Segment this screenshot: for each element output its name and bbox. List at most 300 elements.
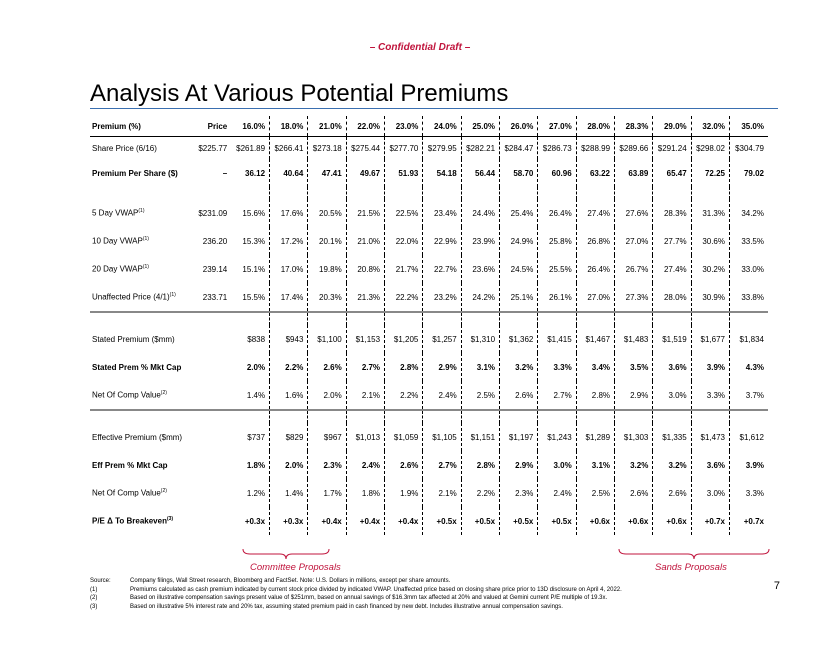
row-value: 20.1% bbox=[308, 227, 346, 255]
row-value: 4.3% bbox=[745, 362, 764, 372]
row-value: $1,303 bbox=[615, 423, 653, 451]
row-value: 2.1% bbox=[423, 479, 461, 507]
spacer-cell bbox=[231, 187, 269, 199]
spacer-cell bbox=[691, 187, 729, 199]
row-value: 15.5% bbox=[231, 283, 269, 312]
header-premium: 22.0% bbox=[346, 116, 384, 137]
row-value: 24.9% bbox=[500, 227, 538, 255]
row-value: 2.7% bbox=[423, 451, 461, 479]
row-value: $298.02 bbox=[691, 137, 729, 160]
confidential-draft-label: – Confidential Draft – bbox=[369, 42, 471, 53]
committee-proposals-label: Committee Proposals bbox=[250, 562, 341, 573]
row-value: 1.6% bbox=[270, 381, 308, 410]
header-premium: 32.0% bbox=[691, 116, 729, 137]
row-value: $1,310 bbox=[461, 325, 499, 353]
row-value: $273.18 bbox=[308, 137, 346, 160]
footnote-marker: (2) bbox=[160, 390, 167, 397]
row-value: $1,100 bbox=[308, 325, 346, 353]
row-label-text: 10 Day VWAP bbox=[92, 236, 143, 246]
spacer-cell bbox=[653, 187, 691, 199]
footnote-marker: (1) bbox=[169, 292, 176, 299]
row-label-text: 5 Day VWAP bbox=[92, 208, 139, 218]
row-value: 17.4% bbox=[270, 283, 308, 312]
row-price bbox=[191, 353, 231, 381]
spacer-cell bbox=[730, 187, 769, 199]
header-premium: 27.0% bbox=[538, 116, 576, 137]
row-value: 26.4% bbox=[576, 255, 614, 283]
spacer-cell bbox=[346, 410, 384, 423]
row-value: $1,467 bbox=[576, 325, 614, 353]
row-value: 17.2% bbox=[270, 227, 308, 255]
spacer-cell bbox=[500, 187, 538, 199]
spacer-cell bbox=[461, 187, 499, 199]
row-value: 54.18 bbox=[423, 159, 461, 187]
sands-proposals-label: Sands Proposals bbox=[655, 562, 727, 573]
row-value: 3.1% bbox=[576, 451, 614, 479]
row-value: 1.8% bbox=[346, 479, 384, 507]
sands-brace bbox=[618, 548, 770, 560]
row-value: 2.5% bbox=[576, 479, 614, 507]
row-value: 2.8% bbox=[385, 353, 423, 381]
row-value: 1.4% bbox=[270, 479, 308, 507]
row-label bbox=[90, 137, 191, 160]
row-value: $1,612 bbox=[739, 432, 764, 442]
header-premium: 25.0% bbox=[461, 116, 499, 137]
row-value: 22.7% bbox=[423, 255, 461, 283]
row-value: 63.89 bbox=[615, 159, 653, 187]
row-value: 2.6% bbox=[653, 479, 691, 507]
premium-analysis-table bbox=[90, 116, 768, 535]
row-value: 1.7% bbox=[308, 479, 346, 507]
row-value: +0.6x bbox=[653, 507, 691, 535]
table-row bbox=[90, 283, 768, 312]
row-price: $231.09 bbox=[198, 208, 228, 218]
row-price: 236.20 bbox=[202, 236, 228, 246]
spacer-cell bbox=[270, 410, 308, 423]
table-row bbox=[90, 507, 768, 535]
spacer-cell bbox=[191, 410, 231, 423]
spacer-cell bbox=[423, 187, 461, 199]
row-value: +0.4x bbox=[346, 507, 384, 535]
row-value: 20.3% bbox=[308, 283, 346, 312]
row-value: 3.2% bbox=[500, 353, 538, 381]
spacer-cell bbox=[346, 187, 384, 199]
row-price bbox=[191, 451, 231, 479]
row-value: 2.7% bbox=[346, 353, 384, 381]
row-value: $1,105 bbox=[423, 423, 461, 451]
row-value: 2.1% bbox=[346, 381, 384, 410]
row-value: $1,289 bbox=[576, 423, 614, 451]
row-value: $284.47 bbox=[500, 137, 538, 160]
row-price bbox=[191, 507, 231, 535]
row-value: +0.3x bbox=[231, 507, 269, 535]
table-row bbox=[90, 353, 768, 381]
table-row bbox=[90, 423, 768, 451]
row-value: 33.8% bbox=[741, 292, 764, 302]
footnote-2: (2) Based on illustrative compensation savings present value of $251mm, based on annual savings of $16.3mm tax affected at 20% and valued at Gemini current P/E multiple of 19.3x. bbox=[90, 595, 608, 601]
row-value: 2.8% bbox=[576, 381, 614, 410]
row-value: $1,197 bbox=[500, 423, 538, 451]
row-price: 233.71 bbox=[202, 292, 228, 302]
row-value: 3.0% bbox=[538, 451, 576, 479]
row-value: 22.9% bbox=[423, 227, 461, 255]
row-value: $967 bbox=[308, 423, 346, 451]
row-value: 31.3% bbox=[691, 199, 729, 227]
row-value: 28.3% bbox=[653, 199, 691, 227]
row-value: 2.7% bbox=[538, 381, 576, 410]
row-value: $1,013 bbox=[346, 423, 384, 451]
row-value: 3.9% bbox=[691, 353, 729, 381]
spacer-row bbox=[90, 187, 768, 199]
row-value: 3.9% bbox=[745, 460, 764, 470]
row-value: $279.95 bbox=[423, 137, 461, 160]
row-label-text: P/E Δ To Breakeven bbox=[92, 516, 167, 526]
row-value: $304.79 bbox=[735, 143, 764, 153]
footnote-marker: (1) bbox=[142, 236, 149, 243]
row-value: +0.5x bbox=[461, 507, 499, 535]
header-row bbox=[90, 116, 768, 137]
spacer-cell bbox=[615, 410, 653, 423]
header-premium: 16.0% bbox=[231, 116, 269, 137]
spacer-cell bbox=[231, 312, 269, 325]
spacer-cell bbox=[90, 410, 191, 423]
row-label bbox=[90, 353, 191, 381]
row-value: $943 bbox=[270, 325, 308, 353]
spacer-cell bbox=[730, 410, 769, 423]
row-label bbox=[90, 507, 191, 535]
footnote-marker: (1) bbox=[142, 264, 149, 271]
row-price bbox=[191, 381, 231, 410]
row-value: $289.66 bbox=[615, 137, 653, 160]
row-value: 2.2% bbox=[270, 353, 308, 381]
spacer-cell bbox=[308, 410, 346, 423]
row-value: 26.7% bbox=[615, 255, 653, 283]
row-value: 3.6% bbox=[653, 353, 691, 381]
row-label-text: Unaffected Price (4/1) bbox=[92, 292, 170, 302]
row-value: $291.24 bbox=[653, 137, 691, 160]
row-value: 27.7% bbox=[653, 227, 691, 255]
row-value: 60.96 bbox=[538, 159, 576, 187]
row-value: $1,362 bbox=[500, 325, 538, 353]
page-title: Analysis At Various Potential Premiums bbox=[90, 80, 509, 107]
row-value: 20.8% bbox=[346, 255, 384, 283]
row-label bbox=[90, 283, 191, 312]
row-value: $1,257 bbox=[423, 325, 461, 353]
row-value: 2.0% bbox=[270, 451, 308, 479]
row-value: $1,243 bbox=[538, 423, 576, 451]
row-price bbox=[191, 325, 231, 353]
spacer-cell bbox=[308, 312, 346, 325]
row-value: 22.5% bbox=[385, 199, 423, 227]
row-value: 36.12 bbox=[231, 159, 269, 187]
row-value: 47.41 bbox=[308, 159, 346, 187]
row-value: 24.5% bbox=[500, 255, 538, 283]
row-label bbox=[90, 227, 191, 255]
row-value: +0.5x bbox=[423, 507, 461, 535]
row-value: +0.7x bbox=[691, 507, 729, 535]
row-value: 27.4% bbox=[653, 255, 691, 283]
row-value: 2.8% bbox=[461, 451, 499, 479]
row-value: 3.0% bbox=[691, 479, 729, 507]
row-value: 2.9% bbox=[423, 353, 461, 381]
row-value: $275.44 bbox=[346, 137, 384, 160]
row-value: 2.0% bbox=[231, 353, 269, 381]
spacer-cell bbox=[538, 312, 576, 325]
row-value: 21.3% bbox=[346, 283, 384, 312]
row-value: $286.73 bbox=[538, 137, 576, 160]
row-value: $1,151 bbox=[461, 423, 499, 451]
row-value: 17.6% bbox=[270, 199, 308, 227]
spacer-cell bbox=[691, 410, 729, 423]
header-label: Premium (%) bbox=[90, 116, 191, 137]
spacer-cell bbox=[653, 410, 691, 423]
row-value: 1.9% bbox=[385, 479, 423, 507]
row-value: 25.8% bbox=[538, 227, 576, 255]
row-label-text: 20 Day VWAP bbox=[92, 264, 143, 274]
spacer-cell bbox=[653, 312, 691, 325]
footnote-marker: (3) bbox=[166, 516, 174, 523]
spacer-cell bbox=[423, 410, 461, 423]
row-value: 33.0% bbox=[741, 264, 764, 274]
row-value: 65.47 bbox=[653, 159, 691, 187]
row-label-text: Net Of Comp Value bbox=[92, 390, 161, 400]
spacer-cell bbox=[191, 312, 231, 325]
row-value: $737 bbox=[231, 423, 269, 451]
row-value: 3.1% bbox=[461, 353, 499, 381]
row-value: +0.6x bbox=[576, 507, 614, 535]
row-value: 27.3% bbox=[615, 283, 653, 312]
spacer-cell bbox=[576, 410, 614, 423]
row-value: $1,205 bbox=[385, 325, 423, 353]
row-label-text: Effective Premium ($mm) bbox=[92, 432, 183, 442]
row-value: +0.4x bbox=[385, 507, 423, 535]
row-value: 2.9% bbox=[615, 381, 653, 410]
row-value: 23.2% bbox=[423, 283, 461, 312]
row-value: +0.3x bbox=[270, 507, 308, 535]
spacer-row bbox=[90, 410, 768, 423]
footnote-source: Source: Company filings, Wall Street research, Bloomberg and FactSet. Note: U.S. Dollars in millions, except per share amounts. bbox=[90, 578, 451, 584]
row-value: 72.25 bbox=[691, 159, 729, 187]
row-value: 79.02 bbox=[743, 168, 764, 178]
row-value: 30.6% bbox=[691, 227, 729, 255]
row-label bbox=[90, 381, 191, 410]
row-value: 2.3% bbox=[308, 451, 346, 479]
header-premium: 23.0% bbox=[385, 116, 423, 137]
row-value: $1,483 bbox=[615, 325, 653, 353]
row-value: 27.4% bbox=[576, 199, 614, 227]
row-price bbox=[191, 423, 231, 451]
row-value: 25.1% bbox=[500, 283, 538, 312]
row-value: 1.4% bbox=[231, 381, 269, 410]
spacer-cell bbox=[191, 187, 231, 199]
header-premium: 26.0% bbox=[500, 116, 538, 137]
row-value: 20.5% bbox=[308, 199, 346, 227]
row-value: 2.4% bbox=[346, 451, 384, 479]
spacer-cell bbox=[500, 312, 538, 325]
header-premium: 28.0% bbox=[576, 116, 614, 137]
spacer-cell bbox=[385, 312, 423, 325]
row-value: 15.3% bbox=[231, 227, 269, 255]
spacer-cell bbox=[308, 187, 346, 199]
row-value: 26.4% bbox=[538, 199, 576, 227]
footnote-3: (3) Based on illustrative 5% interest rate and 20% tax, assuming stated premium paid in cash financed by new debt. Includes illustrative annual compensation savings. bbox=[90, 603, 563, 610]
header-premium: 28.3% bbox=[615, 116, 653, 137]
row-value: 22.2% bbox=[385, 283, 423, 312]
table-row bbox=[90, 137, 768, 160]
row-value: 26.8% bbox=[576, 227, 614, 255]
row-value: 2.0% bbox=[308, 381, 346, 410]
spacer-cell bbox=[231, 410, 269, 423]
row-value: 2.2% bbox=[385, 381, 423, 410]
row-value: 24.2% bbox=[461, 283, 499, 312]
spacer-cell bbox=[385, 187, 423, 199]
spacer-cell bbox=[90, 187, 191, 199]
row-value: $261.89 bbox=[231, 137, 269, 160]
row-value: 2.2% bbox=[461, 479, 499, 507]
row-value: $829 bbox=[270, 423, 308, 451]
row-value: 2.6% bbox=[500, 381, 538, 410]
row-value: 51.93 bbox=[385, 159, 423, 187]
header-premium: 21.0% bbox=[308, 116, 346, 137]
row-value: 2.6% bbox=[615, 479, 653, 507]
row-value: 25.4% bbox=[500, 199, 538, 227]
table-row bbox=[90, 325, 768, 353]
header-price: Price bbox=[191, 116, 231, 137]
row-value: 2.6% bbox=[308, 353, 346, 381]
spacer-cell bbox=[615, 312, 653, 325]
row-value: 30.2% bbox=[691, 255, 729, 283]
row-value: $1,415 bbox=[538, 325, 576, 353]
row-value: $1,834 bbox=[739, 334, 764, 344]
spacer-cell bbox=[538, 410, 576, 423]
row-price: 239.14 bbox=[202, 264, 228, 274]
row-value: $838 bbox=[231, 325, 269, 353]
spacer-cell bbox=[423, 312, 461, 325]
header-premium: 18.0% bbox=[270, 116, 308, 137]
row-value: 28.0% bbox=[653, 283, 691, 312]
row-value: 24.4% bbox=[461, 199, 499, 227]
spacer-cell bbox=[615, 187, 653, 199]
spacer-row bbox=[90, 312, 768, 325]
row-label-text: Stated Prem % Mkt Cap bbox=[92, 362, 182, 372]
row-label-text: Share Price (6/16) bbox=[92, 143, 157, 153]
row-label bbox=[90, 255, 191, 283]
row-value: $1,473 bbox=[691, 423, 729, 451]
row-label-text: Eff Prem % Mkt Cap bbox=[92, 460, 168, 470]
row-label-text: Stated Premium ($mm) bbox=[92, 334, 175, 344]
row-price: $225.77 bbox=[198, 143, 228, 153]
spacer-cell bbox=[500, 410, 538, 423]
spacer-cell bbox=[538, 187, 576, 199]
spacer-cell bbox=[576, 312, 614, 325]
row-label-text: Premium Per Share ($) bbox=[92, 168, 178, 178]
row-value: +0.5x bbox=[500, 507, 538, 535]
row-value: 22.0% bbox=[385, 227, 423, 255]
spacer-cell bbox=[90, 312, 191, 325]
spacer-cell bbox=[461, 410, 499, 423]
row-price bbox=[191, 479, 231, 507]
row-value: 15.6% bbox=[231, 199, 269, 227]
row-label bbox=[90, 479, 191, 507]
table-row bbox=[90, 479, 768, 507]
row-value: 25.5% bbox=[538, 255, 576, 283]
row-value: $1,519 bbox=[653, 325, 691, 353]
row-value: 2.3% bbox=[500, 479, 538, 507]
row-price: – bbox=[222, 168, 228, 178]
row-value: 2.5% bbox=[461, 381, 499, 410]
row-value: 21.7% bbox=[385, 255, 423, 283]
row-value: 63.22 bbox=[576, 159, 614, 187]
row-value: $1,677 bbox=[691, 325, 729, 353]
row-value: 49.67 bbox=[346, 159, 384, 187]
row-value: 2.9% bbox=[500, 451, 538, 479]
row-value: 40.64 bbox=[270, 159, 308, 187]
row-value: 2.4% bbox=[538, 479, 576, 507]
row-value: 23.9% bbox=[461, 227, 499, 255]
spacer-cell bbox=[385, 410, 423, 423]
row-value: 26.1% bbox=[538, 283, 576, 312]
page-number: 7 bbox=[773, 580, 780, 592]
spacer-cell bbox=[346, 312, 384, 325]
row-value: 23.6% bbox=[461, 255, 499, 283]
row-value: 27.0% bbox=[615, 227, 653, 255]
row-value: 56.44 bbox=[461, 159, 499, 187]
row-value: 34.2% bbox=[741, 208, 764, 218]
row-value: 3.3% bbox=[538, 353, 576, 381]
row-value: 3.0% bbox=[653, 381, 691, 410]
row-value: 27.6% bbox=[615, 199, 653, 227]
row-value: 1.2% bbox=[231, 479, 269, 507]
row-value: 3.3% bbox=[691, 381, 729, 410]
spacer-cell bbox=[691, 312, 729, 325]
row-value: 3.2% bbox=[615, 451, 653, 479]
row-value: 58.70 bbox=[500, 159, 538, 187]
row-value: 3.2% bbox=[653, 451, 691, 479]
title-divider bbox=[90, 108, 778, 109]
row-label bbox=[90, 451, 191, 479]
header-premium: 35.0% bbox=[730, 116, 769, 137]
row-value: 1.8% bbox=[231, 451, 269, 479]
row-value: 27.0% bbox=[576, 283, 614, 312]
committee-brace bbox=[242, 548, 330, 560]
row-value: $277.70 bbox=[385, 137, 423, 160]
row-value: 3.6% bbox=[691, 451, 729, 479]
row-label bbox=[90, 199, 191, 227]
row-value: 19.8% bbox=[308, 255, 346, 283]
footnote-marker: (2) bbox=[160, 488, 167, 495]
row-label bbox=[90, 325, 191, 353]
footnote-1: (1) Premiums calculated as cash premium indicated by current stock price divided by indicated VWAP. Unaffected price based on closing share price prior to 13D disclosure on April 4, 2022. bbox=[90, 586, 622, 593]
spacer-cell bbox=[461, 312, 499, 325]
footnotes bbox=[90, 577, 770, 611]
table-row bbox=[90, 159, 768, 187]
row-value: 15.1% bbox=[231, 255, 269, 283]
table-row bbox=[90, 381, 768, 410]
row-value: 3.3% bbox=[745, 488, 764, 498]
row-value: 2.6% bbox=[385, 451, 423, 479]
header-premium: 29.0% bbox=[653, 116, 691, 137]
row-value: $1,153 bbox=[346, 325, 384, 353]
row-value: 3.4% bbox=[576, 353, 614, 381]
row-value: 23.4% bbox=[423, 199, 461, 227]
row-value: 21.0% bbox=[346, 227, 384, 255]
row-label bbox=[90, 423, 191, 451]
spacer-cell bbox=[270, 187, 308, 199]
row-value: $282.21 bbox=[461, 137, 499, 160]
row-value: 21.5% bbox=[346, 199, 384, 227]
table-row bbox=[90, 451, 768, 479]
footnote-marker: (1) bbox=[138, 208, 145, 215]
